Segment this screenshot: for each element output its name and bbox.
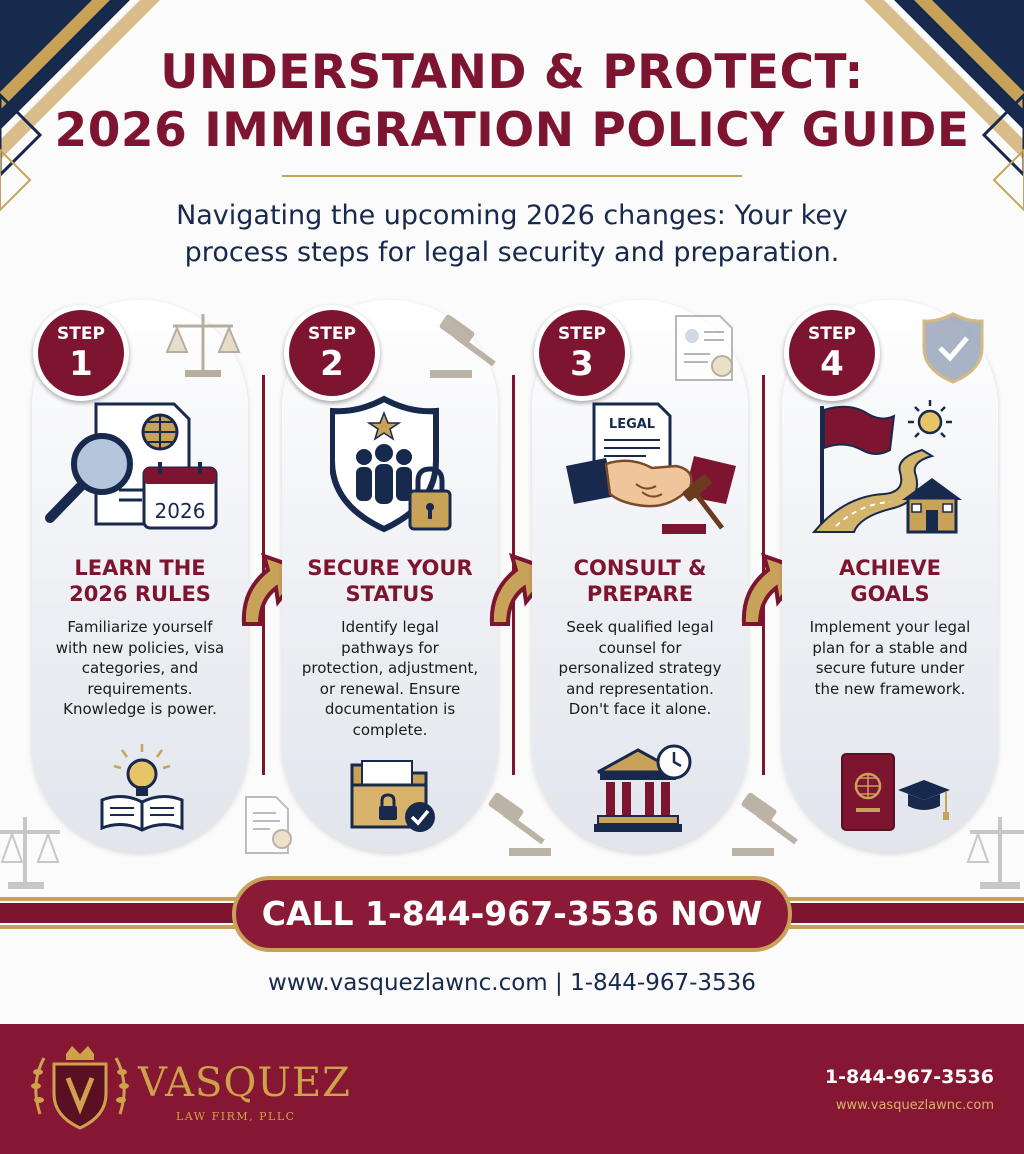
document-label: LEGAL bbox=[608, 417, 656, 432]
page-title-line-1: UNDERSTAND & PROTECT: bbox=[160, 45, 864, 100]
title-divider bbox=[282, 175, 742, 177]
step-description-3 bbox=[540, 617, 740, 720]
step-description-4 bbox=[790, 617, 990, 699]
folder-lock-icon bbox=[348, 755, 440, 835]
description-line: protection, adjustment, bbox=[301, 659, 479, 677]
step-number: 2 bbox=[320, 344, 344, 384]
scales-icon bbox=[165, 310, 241, 382]
step-heading-2-line-1: SECURE YOUR bbox=[307, 556, 473, 580]
step-badge-3 bbox=[534, 305, 630, 401]
shield-family-icon bbox=[330, 395, 458, 535]
contact-line[interactable]: www.vasquezlawnc.com | 1-844-967-3536 bbox=[268, 970, 756, 996]
subtitle-line-1: Navigating the upcoming 2026 changes: Your key bbox=[176, 200, 848, 231]
description-line: or renewal. Ensure bbox=[319, 679, 461, 698]
step-description-2 bbox=[290, 617, 490, 740]
description-line: Don't face it alone. bbox=[568, 700, 712, 718]
flag-road-icon bbox=[810, 396, 970, 536]
step-number: 1 bbox=[69, 344, 93, 384]
description-line: with new policies, visa bbox=[55, 638, 225, 657]
page-title-line-2: 2026 IMMIGRATION POLICY GUIDE bbox=[54, 103, 970, 158]
step-description-1 bbox=[40, 617, 240, 720]
step-number: 4 bbox=[820, 344, 844, 384]
handshake-icon bbox=[566, 400, 736, 538]
step-heading-4-line-2: GOALS bbox=[850, 582, 930, 606]
step-badge-1 bbox=[33, 305, 129, 401]
step-heading-4-line-1: ACHIEVE bbox=[839, 556, 941, 580]
gavel-icon bbox=[475, 792, 555, 858]
law-firm-logo-icon bbox=[30, 1044, 130, 1134]
courthouse-clock-icon bbox=[594, 742, 694, 834]
step-heading-2-line-2: STATUS bbox=[345, 582, 435, 606]
step-label: STEP bbox=[57, 324, 105, 344]
resume-document-icon bbox=[668, 312, 738, 384]
description-line: Implement your legal bbox=[809, 618, 971, 636]
gavel-icon bbox=[426, 314, 506, 380]
step-heading-3-line-1: CONSULT & bbox=[573, 556, 707, 580]
description-line: documentation is bbox=[324, 700, 456, 718]
passport-graduation-icon bbox=[838, 750, 952, 834]
brand-subtitle: LAW FIRM, PLLC bbox=[176, 1110, 296, 1123]
scales-icon bbox=[0, 812, 70, 892]
call-now-button[interactable]: CALL 1-844-967-3536 NOW bbox=[232, 876, 792, 952]
step-badge-2 bbox=[284, 305, 380, 401]
description-line: Seek qualified legal bbox=[566, 618, 714, 636]
description-line: and representation. bbox=[566, 679, 714, 698]
description-line: personalized strategy bbox=[558, 659, 722, 677]
description-line: counsel for bbox=[598, 638, 682, 657]
description-line: plan for a stable and bbox=[812, 638, 968, 657]
step-badge-4 bbox=[784, 305, 880, 401]
description-line: complete. bbox=[352, 720, 428, 739]
description-line: Familiarize yourself bbox=[67, 618, 213, 636]
certificate-icon bbox=[240, 795, 298, 857]
step-label: STEP bbox=[558, 324, 606, 344]
description-line: the new framework. bbox=[814, 679, 966, 698]
brand-name: VASQUEZ bbox=[138, 1060, 351, 1106]
magnifier-document-icon bbox=[44, 398, 220, 530]
step-heading-1-line-1: LEARN THE bbox=[74, 556, 206, 580]
scales-icon bbox=[960, 812, 1024, 892]
step-heading-3-line-2: PREPARE bbox=[586, 582, 694, 606]
footer-phone[interactable]: 1-844-967-3536 bbox=[824, 1066, 994, 1088]
description-line: Knowledge is power. bbox=[63, 700, 217, 718]
footer-url[interactable]: www.vasquezlawnc.com bbox=[835, 1098, 994, 1113]
subtitle-line-2: process steps for legal security and preparation. bbox=[184, 237, 840, 268]
step-number: 3 bbox=[570, 344, 594, 384]
lightbulb-book-icon bbox=[96, 742, 188, 834]
calendar-year: 2026 bbox=[154, 499, 206, 523]
step-label: STEP bbox=[808, 324, 856, 344]
description-line: requirements. bbox=[87, 679, 193, 698]
shield-check-icon bbox=[920, 312, 986, 384]
sun-icon bbox=[908, 400, 952, 437]
description-line: Identify legal bbox=[341, 618, 439, 636]
step-label: STEP bbox=[308, 324, 356, 344]
description-line: pathways for bbox=[341, 638, 439, 657]
description-line: secure future under bbox=[815, 659, 965, 677]
step-heading-1-line-2: 2026 RULES bbox=[69, 582, 211, 606]
gavel-icon bbox=[728, 792, 808, 858]
description-line: categories, and bbox=[81, 659, 199, 677]
